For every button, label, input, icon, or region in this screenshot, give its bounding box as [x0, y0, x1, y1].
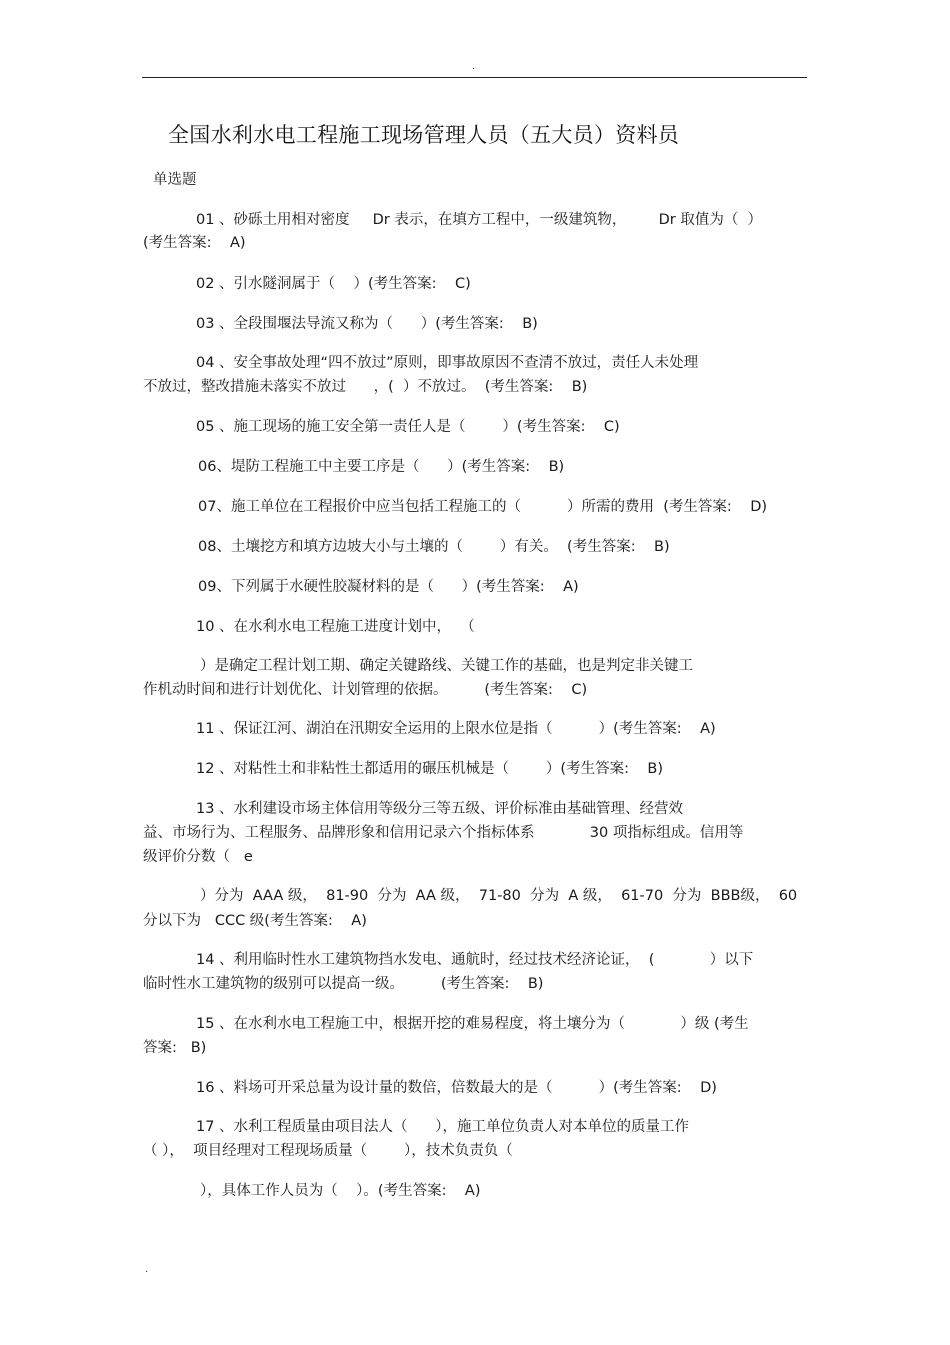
question-17-line-3: ），具体工作人员为（ ）。(考生答案: A)	[200, 1183, 481, 1199]
document-title: 全国水利水电工程施工现场管理人员（五大员）资料员	[168, 123, 680, 147]
header-rule	[142, 77, 807, 78]
question-01-line-1: 01 、砂砾土用相对密度 Dr 表示，在填方工程中，一级建筑物， Dr 取值为（ ）	[196, 212, 763, 228]
question-15-line-1: 15 、在水利水电工程施工中，根据开挖的难易程度，将土壤分为（ ）级 (考生	[196, 1016, 749, 1032]
question-03: 03 、全段围堰法导流又称为（ ）(考生答案: B)	[196, 316, 538, 332]
question-13-line-1: 13 、水利建设市场主体信用等级分三等五级、评价标准由基础管理、经营效	[196, 801, 684, 817]
question-13-line-2: 益、市场行为、工程服务、品牌形象和信用记录六个指标体系 30 项指标组成。信用等	[143, 825, 744, 841]
question-16: 16 、料场可开采总量为设计量的数倍，倍数最大的是（ ）(考生答案: D)	[196, 1080, 717, 1096]
question-06: 06、堤防工程施工中主要工序是（ ）(考生答案: B)	[198, 459, 565, 475]
question-04-line-2: 不放过，整改措施未落实不放过 ，( ）不放过。 (考生答案: B)	[143, 379, 588, 395]
question-11: 11 、保证江河、湖泊在汛期安全运用的上限水位是指（ ）(考生答案: A)	[196, 721, 716, 737]
question-13-line-5: 分以下为 CCC 级(考生答案: A)	[143, 913, 367, 929]
question-17-line-1: 17 、水利工程质量由项目法人（ ），施工单位负责人对本单位的质量工作	[196, 1119, 689, 1135]
section-heading: 单选题	[153, 172, 197, 188]
question-07: 07、施工单位在工程报价中应当包括工程施工的（ ）所需的费用 (考生答案: D)	[198, 499, 768, 515]
question-14-line-2: 临时性水工建筑物的级别可以提高一级。 (考生答案: B)	[143, 976, 544, 992]
question-10-line-2: ）是确定工程计划工期、确定关键路线、关键工作的基础，也是判定非关键工	[200, 658, 693, 674]
question-10-line-1: 10 、在水利水电工程施工进度计划中， （	[196, 619, 475, 635]
question-15-line-2: 答案: B)	[143, 1040, 207, 1056]
header-dot: .	[472, 61, 476, 72]
question-14-line-1: 14 、利用临时性水工建筑物挡水发电、通航时，经过技术经济论证， ( ）以下	[196, 952, 754, 968]
question-08: 08、土壤挖方和填方边坡大小与土壤的（ ）有关。 (考生答案: B)	[198, 539, 670, 555]
question-10-line-3: 作机动时间和进行计划优化、计划管理的依据。 (考生答案: C)	[143, 682, 588, 698]
question-12: 12 、对粘性土和非粘性土都适用的碾压机械是（ ）(考生答案: B)	[196, 761, 664, 777]
question-13-line-3: 级评价分数（ e	[143, 849, 253, 865]
question-01-line-2: (考生答案: A)	[143, 235, 246, 251]
question-17-line-2: （ ）， 项目经理对工程现场质量（ ），技术负责负（	[143, 1143, 513, 1159]
question-13-line-4: ）分为 AAA 级， 81-90 分为 AA 级， 71-80 分为 A 级， 61-70 分为 BBB级， 60	[200, 888, 798, 904]
footer-dot: .	[145, 1264, 149, 1275]
question-02: 02 、引水隧洞属于（ ）(考生答案: C)	[196, 276, 471, 292]
question-05: 05 、施工现场的施工安全第一责任人是（ ）(考生答案: C)	[196, 419, 620, 435]
question-09: 09、下列属于水硬性胶凝材料的是（ ）(考生答案: A)	[198, 579, 579, 595]
question-04-line-1: 04 、安全事故处理“四不放过”原则，即事故原因不查清不放过，责任人未处理	[196, 355, 699, 371]
